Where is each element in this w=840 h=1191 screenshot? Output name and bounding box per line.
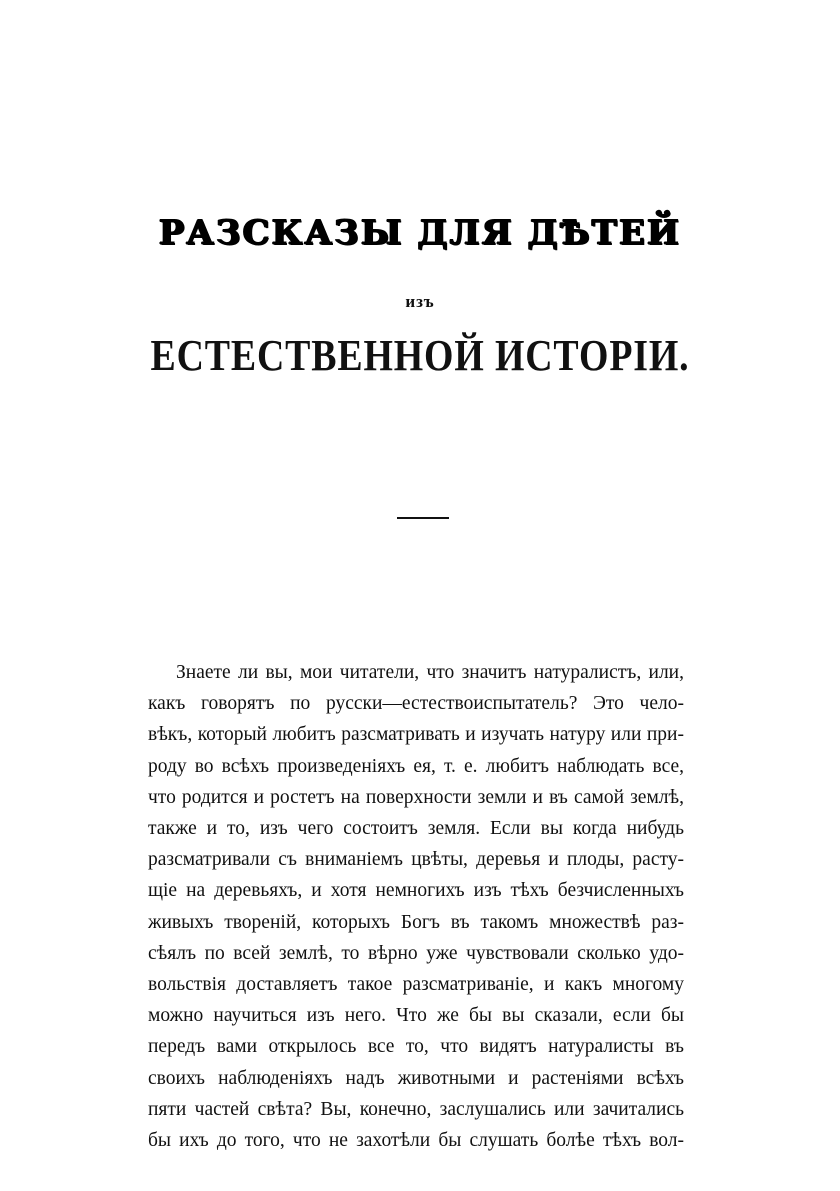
text-line: бы ихъ до того, что не захотѣли бы слушать болѣе тѣхъ вол- (148, 1130, 684, 1152)
text-line: вольствія доставляетъ такое разсматриваніе, и какъ многому (148, 974, 684, 996)
body-paragraph (148, 657, 684, 1156)
text-line: передъ вами открылось все то, что видятъ натуралисты въ (148, 1036, 684, 1058)
text-line: разсматривали съ вниманіемъ цвѣты, деревья и плоды, расту- (148, 849, 684, 871)
main-title: ЕСТЕСТВЕННОЙ ИСТОРІИ. (150, 331, 690, 380)
text-line: вѣкъ, который любитъ разсматривать и изучать натуру или при- (148, 724, 684, 746)
section-divider-rule (397, 517, 449, 519)
text-line: своихъ наблюденіяхъ надъ животными и растеніями всѣхъ (148, 1067, 684, 1089)
title-connector: изъ (405, 292, 435, 311)
text-line: можно научиться изъ него. Что же бы вы сказали, если бы (148, 1005, 684, 1027)
text-line: сѣялъ по всей землѣ, то вѣрно уже чувствовали сколько удо- (148, 942, 684, 964)
decorative-title: РАЗСКАЗЫ ДЛЯ ДѢТЕЙ (158, 213, 682, 253)
text-line: Знаете ли вы, мои читатели, что значитъ натуралистъ, или, (176, 662, 684, 683)
text-line: щіе на деревьяхъ, и хотя немногихъ изъ тѣхъ безчисленныхъ (148, 880, 684, 902)
text-line: также и то, изъ чего состоитъ земля. Если вы когда нибудь (148, 818, 684, 840)
text-line: пяти частей свѣта? Вы, конечно, заслушались или зачитались (148, 1098, 684, 1120)
text-line: какъ говорятъ по русски—естествоиспытатель? Это чело- (148, 693, 684, 715)
text-line: что родится и ростетъ на поверхности земли и въ самой землѣ, (148, 786, 684, 808)
text-line: роду во всѣхъ произведеніяхъ ея, т. е. любитъ наблюдать все, (148, 755, 684, 777)
text-line: живыхъ твореній, которыхъ Богъ въ такомъ множествѣ раз- (148, 911, 684, 933)
